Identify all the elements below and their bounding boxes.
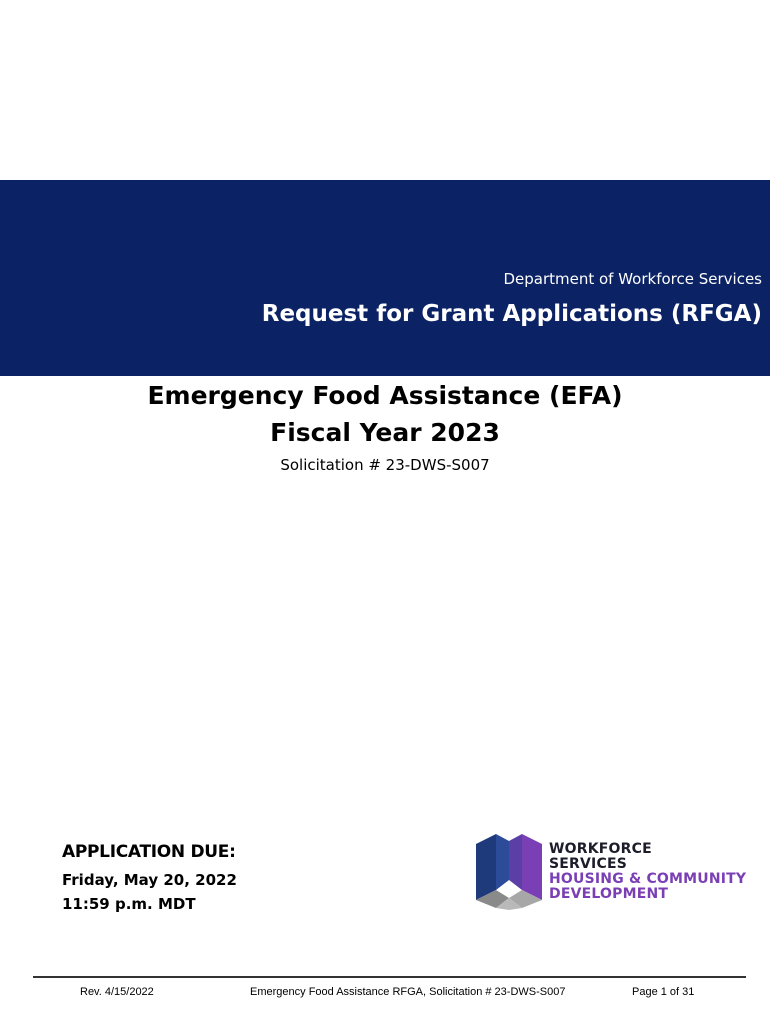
footer-document-reference: Emergency Food Assistance RFGA, Solicitation # 23-DWS-S007 bbox=[250, 986, 566, 998]
header-banner bbox=[0, 180, 770, 376]
document-title: Emergency Food Assistance (EFA) bbox=[147, 381, 623, 410]
application-due-date: Friday, May 20, 2022 bbox=[62, 871, 237, 889]
department-name: Department of Workforce Services bbox=[503, 270, 762, 288]
logo-line-development: DEVELOPMENT bbox=[549, 886, 669, 902]
footer-divider bbox=[33, 976, 746, 978]
application-due-block bbox=[62, 842, 237, 916]
footer-page-number: Page 1 of 31 bbox=[632, 986, 695, 998]
workforce-logo-icon bbox=[474, 832, 544, 910]
logo-line-housing: HOUSING & COMMUNITY bbox=[549, 871, 747, 887]
logo-line-services: SERVICES bbox=[549, 856, 627, 872]
application-due-label: APPLICATION DUE: bbox=[62, 842, 236, 862]
fiscal-year-title: Fiscal Year 2023 bbox=[270, 418, 500, 447]
logo-wordmark bbox=[549, 842, 746, 902]
logo-line-workforce: WORKFORCE bbox=[549, 841, 652, 857]
footer-revision: Rev. 4/15/2022 bbox=[80, 986, 154, 998]
application-due-time: 11:59 p.m. MDT bbox=[62, 895, 196, 913]
solicitation-number: Solicitation # 23-DWS-S007 bbox=[280, 456, 490, 474]
workforce-services-logo bbox=[474, 832, 747, 912]
banner-title: Request for Grant Applications (RFGA) bbox=[261, 301, 762, 327]
